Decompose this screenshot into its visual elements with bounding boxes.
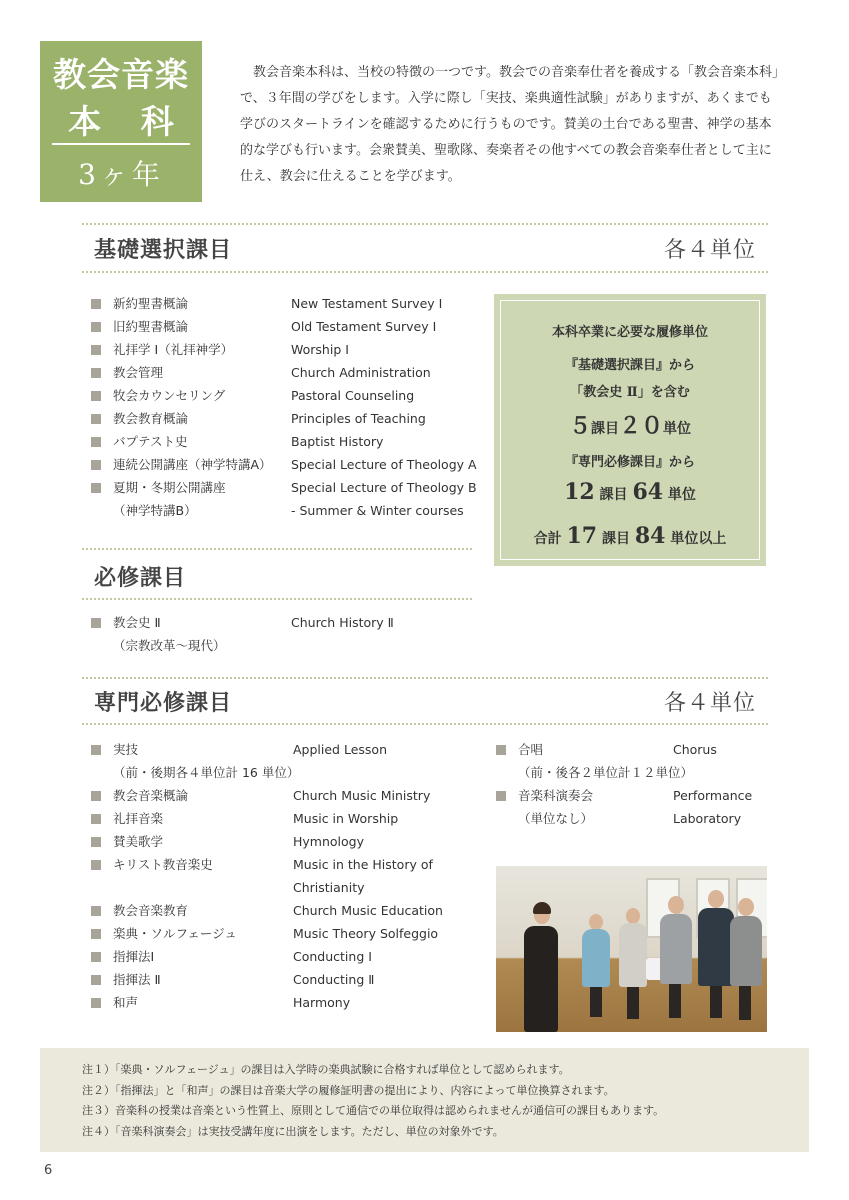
square-bullet-icon bbox=[91, 618, 101, 628]
course-row bbox=[91, 924, 493, 944]
course-name-jp: 教会教育概論 bbox=[113, 411, 189, 426]
square-bullet-icon bbox=[91, 437, 101, 447]
course-name-en: Music in the History of bbox=[293, 857, 433, 872]
major-section-units: 各４単位 bbox=[664, 691, 757, 716]
course-name-en: Worship Ⅰ bbox=[291, 342, 349, 357]
divider bbox=[82, 723, 768, 725]
course-name-jp: 旧約聖書概論 bbox=[113, 319, 189, 334]
square-bullet-icon bbox=[496, 791, 506, 801]
requirements-basic-count: ５課目２０単位 bbox=[568, 413, 692, 439]
course-name-jp: 教会音楽概論 bbox=[113, 788, 189, 803]
divider bbox=[82, 598, 472, 600]
program-duration: 3ヶ年 bbox=[78, 158, 164, 191]
square-bullet-icon bbox=[91, 414, 101, 424]
course-name-jp: キリスト教音楽史 bbox=[113, 857, 213, 872]
course-row bbox=[91, 947, 493, 967]
course-name-en: Church Administration bbox=[291, 365, 431, 380]
course-name-en-continued: Christianity bbox=[293, 880, 365, 895]
square-bullet-icon bbox=[91, 299, 101, 309]
course-name-jp: 指揮法 Ⅱ bbox=[113, 972, 161, 987]
square-bullet-icon bbox=[91, 860, 101, 870]
square-bullet-icon bbox=[496, 745, 506, 755]
course-row-continued bbox=[91, 878, 493, 898]
course-name-en: New Testament Survey Ⅰ bbox=[291, 296, 443, 311]
square-bullet-icon bbox=[91, 345, 101, 355]
divider bbox=[82, 223, 768, 225]
requirements-major-count: 12 課目 64 単位 bbox=[564, 479, 696, 505]
course-row bbox=[91, 409, 491, 429]
course-name-jp: 賛美歌学 bbox=[113, 834, 164, 849]
course-name-jp: 音楽科演奏会 bbox=[518, 788, 594, 803]
square-bullet-icon bbox=[91, 906, 101, 916]
note-3: 注３）音楽科の授業は音楽という性質上、原則として通信での単位取得は認められませんが通信可の課目もあります。 bbox=[82, 1104, 665, 1117]
square-bullet-icon bbox=[91, 929, 101, 939]
course-name-jp: 楽典・ソルフェージュ bbox=[113, 926, 237, 941]
course-row bbox=[91, 740, 493, 760]
square-bullet-icon bbox=[91, 814, 101, 824]
course-row-continued bbox=[91, 501, 491, 521]
basic-section-units: 各４単位 bbox=[664, 238, 757, 263]
page-number: 6 bbox=[44, 1163, 53, 1178]
course-row-continued bbox=[91, 636, 491, 656]
course-name-jp: 指揮法Ⅰ bbox=[113, 949, 155, 964]
course-name-en: Performance bbox=[673, 788, 753, 803]
course-row bbox=[91, 455, 491, 475]
course-name-en: Church Music Education bbox=[293, 903, 443, 918]
square-bullet-icon bbox=[91, 483, 101, 493]
required-section-title: 必修課目 bbox=[94, 565, 187, 591]
square-bullet-icon bbox=[91, 322, 101, 332]
course-name-jp: 連続公開講座（神学特講A） bbox=[113, 457, 272, 472]
course-name-en: Pastoral Counseling bbox=[291, 388, 415, 403]
course-row bbox=[91, 786, 493, 806]
square-bullet-icon bbox=[91, 368, 101, 378]
course-name-jp: 実技 bbox=[113, 742, 139, 757]
course-row bbox=[91, 809, 493, 829]
course-row bbox=[91, 317, 491, 337]
requirements-basic-from: 『基礎選択課目』から bbox=[564, 358, 695, 373]
course-name-jp: 新約聖書概論 bbox=[113, 296, 189, 311]
square-bullet-icon bbox=[91, 998, 101, 1008]
course-name-jp: 合唱 bbox=[518, 742, 544, 757]
program-title-box bbox=[40, 41, 202, 202]
course-note-jp: （宗教改革～現代） bbox=[113, 638, 226, 653]
course-name-en: Church Music Ministry bbox=[293, 788, 431, 803]
course-name-jp: 教会管理 bbox=[113, 365, 164, 380]
square-bullet-icon bbox=[91, 745, 101, 755]
course-name-en: Music in Worship bbox=[293, 811, 399, 826]
note-1: 注１）「楽典・ソルフェージュ」の課目は入学時の楽典試験に合格すれば単位として認められます。 bbox=[82, 1063, 570, 1076]
course-row bbox=[496, 740, 849, 760]
course-note-jp: （前・後各２単位計１２単位） bbox=[518, 765, 694, 780]
course-name-jp: 礼拝学 Ⅰ（礼拝神学） bbox=[113, 342, 234, 357]
course-name-en: Chorus bbox=[673, 742, 717, 757]
course-name-en-continued: Laboratory bbox=[673, 811, 742, 826]
requirements-includes: 「教会史 Ⅱ」を含む bbox=[570, 385, 690, 400]
requirements-heading: 本科卒業に必要な履修単位 bbox=[551, 325, 708, 340]
course-name-en: Hymnology bbox=[293, 834, 364, 849]
square-bullet-icon bbox=[91, 460, 101, 470]
course-name-jp: 教会音楽教育 bbox=[113, 903, 189, 918]
course-row bbox=[91, 294, 491, 314]
course-name-en: Principles of Teaching bbox=[291, 411, 426, 426]
course-row bbox=[496, 786, 849, 806]
course-name-en-continued: - Summer & Winter courses bbox=[291, 503, 464, 518]
course-row-continued bbox=[496, 809, 849, 829]
course-name-en: Special Lecture of Theology A bbox=[291, 457, 477, 472]
course-name-en: Harmony bbox=[293, 995, 351, 1010]
requirements-major-from: 『専門必修課目』から bbox=[564, 455, 695, 470]
course-row bbox=[91, 970, 493, 990]
course-row-continued bbox=[496, 763, 849, 783]
choir-photo bbox=[496, 866, 767, 1032]
program-title-line1: 教会音楽 bbox=[53, 55, 189, 94]
course-name-jp: 礼拝音楽 bbox=[113, 811, 164, 826]
course-row bbox=[91, 832, 493, 852]
course-name-en: Music Theory Solfeggio bbox=[293, 926, 439, 941]
square-bullet-icon bbox=[91, 952, 101, 962]
course-row bbox=[91, 855, 493, 875]
note-4: 注４）「音楽科演奏会」は実技受講年度に出演をします。ただし、単位の対象外です。 bbox=[82, 1124, 504, 1138]
course-row bbox=[91, 386, 491, 406]
course-row bbox=[91, 363, 491, 383]
divider bbox=[82, 677, 768, 679]
course-name-jp: バプテスト史 bbox=[113, 434, 188, 449]
course-row-continued bbox=[91, 763, 493, 783]
course-name-en: Conducting Ⅱ bbox=[293, 972, 375, 987]
basic-section-title: 基礎選択課目 bbox=[94, 237, 233, 263]
requirements-total: 合計 17 課目 84 単位以上 bbox=[533, 523, 727, 549]
note-2: 注２）「指揮法」と「和声」の課目は音楽大学の履修証明書の提出により、内容によって単位換算されます。 bbox=[82, 1083, 615, 1097]
title-divider bbox=[52, 143, 190, 145]
course-name-en: Special Lecture of Theology B bbox=[291, 480, 477, 495]
square-bullet-icon bbox=[91, 975, 101, 985]
course-note-jp: （前・後期各４単位計 16 単位） bbox=[113, 765, 300, 780]
square-bullet-icon bbox=[91, 391, 101, 401]
course-row bbox=[91, 432, 491, 452]
course-note-jp: （神学特講B） bbox=[113, 503, 197, 518]
divider bbox=[82, 271, 768, 273]
course-name-en: Church History Ⅱ bbox=[291, 615, 394, 630]
intro-paragraph: 教会音楽本科は、当校の特徴の一つです。教会での音楽奉仕者を養成する「教会音楽本科」で、３年間の学びをします。入学に際し「実技、楽典適性試験」がありますが、あくまでも学びのスタートラインを確認するために行うものです。賛美の土台である聖書、神学の基本的な学びも行います。会衆賛美、聖歌隊、奏楽者その他すべての教会音楽奉仕者として主に仕え、教会に仕えることを学びます。 bbox=[240, 65, 779, 184]
course-name-jp: 夏期・冬期公開講座 bbox=[113, 480, 226, 495]
course-note-jp: （単位なし） bbox=[518, 811, 594, 826]
course-row bbox=[91, 340, 491, 360]
course-name-jp: 教会史 Ⅱ bbox=[113, 615, 161, 630]
square-bullet-icon bbox=[91, 837, 101, 847]
course-name-jp: 牧会カウンセリング bbox=[113, 388, 226, 403]
course-row bbox=[91, 901, 493, 921]
major-section-title: 専門必修課目 bbox=[94, 690, 233, 716]
square-bullet-icon bbox=[91, 791, 101, 801]
course-name-en: Conducting Ⅰ bbox=[293, 949, 372, 964]
course-row bbox=[91, 613, 491, 633]
course-name-en: Applied Lesson bbox=[293, 742, 387, 757]
notes-box bbox=[40, 1048, 809, 1152]
graduation-requirements-box bbox=[494, 294, 766, 566]
course-name-jp: 和声 bbox=[113, 995, 139, 1010]
course-name-en: Old Testament Survey Ⅰ bbox=[291, 319, 437, 334]
course-row bbox=[91, 993, 493, 1013]
course-row bbox=[91, 478, 491, 498]
program-title-line2: 本 科 bbox=[68, 102, 188, 141]
course-name-en: Baptist History bbox=[291, 434, 384, 449]
divider bbox=[82, 548, 472, 550]
